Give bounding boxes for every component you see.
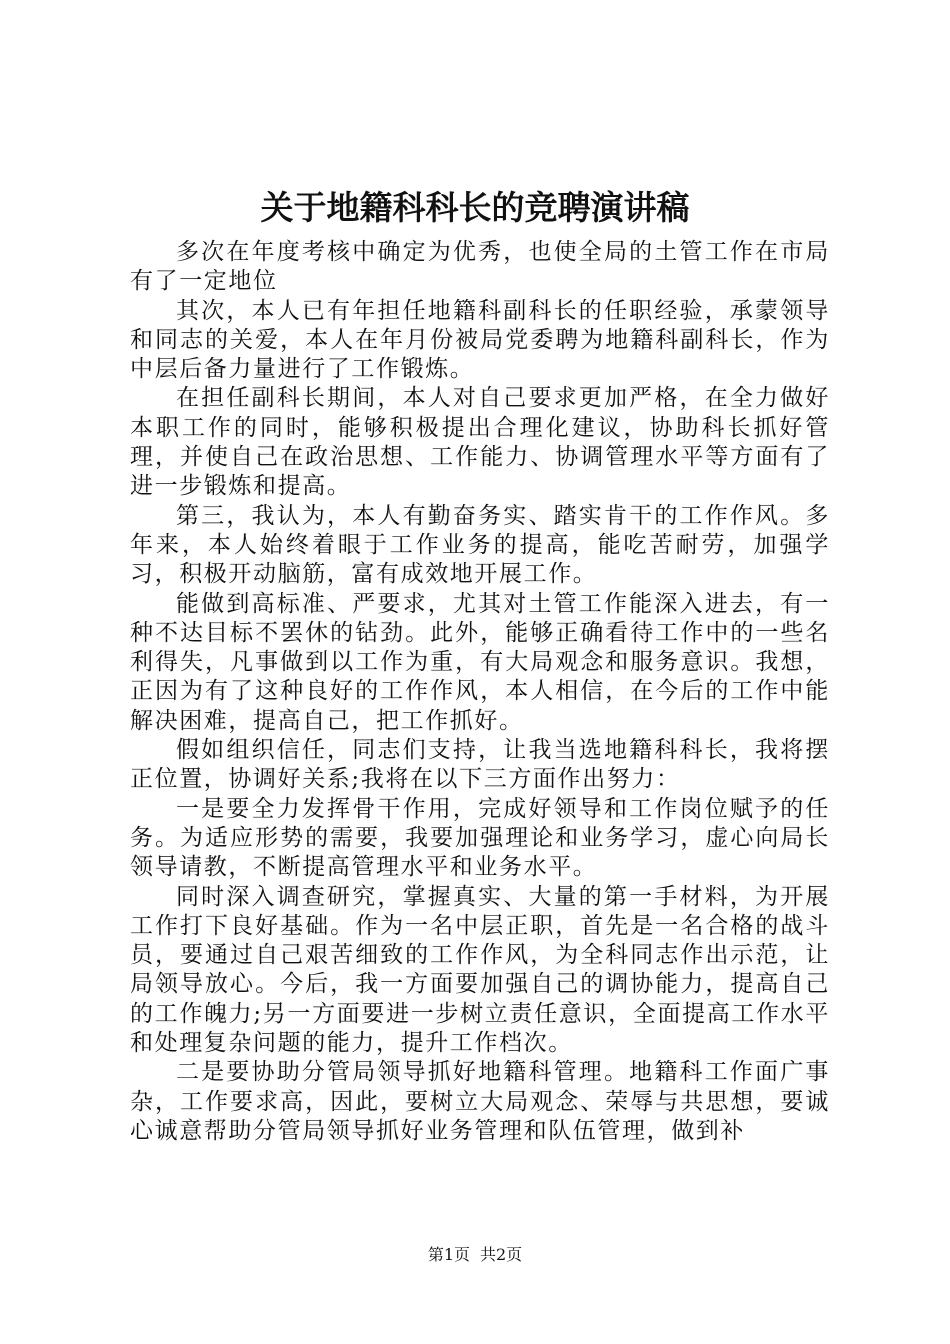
paragraph-2: 其次，本人已有年担任地籍科副科长的任职经验，承蒙领导和同志的关爱，本人在年月份被局党委聘为地籍科副科长，作为中层后备力量进行了工作锻炼。 bbox=[130, 297, 830, 383]
paragraph-6: 假如组织信任，同志们支持，让我当选地籍科科长，我将摆正位置，协调好关系;我将在以下三方面作出努力： bbox=[130, 737, 830, 793]
paragraph-3: 在担任副科长期间，本人对自己要求更加严格，在全力做好本职工作的同时，能够积极提出合理化建议，协助科长抓好管理，并使自己在政治思想、工作能力、协调管理水平等方面有了进一步锻炼和提高。 bbox=[130, 385, 830, 500]
page-number: 第1页 bbox=[427, 1245, 470, 1264]
paragraph-9: 二是要协助分管局领导抓好地籍科管理。地籍科工作面广事杂，工作要求高，因此，要树立大局观念、荣辱与共思想，要诚心诚意帮助分管局领导抓好业务管理和队伍管理，做到补 bbox=[130, 1059, 830, 1144]
page-footer bbox=[0, 1245, 950, 1265]
paragraph-1: 多次在年度考核中确定为优秀，也使全局的土管工作在市局有了一定地位 bbox=[130, 239, 830, 295]
document-title: 关于地籍科科长的竞聘演讲稿 bbox=[260, 188, 690, 227]
paragraph-7: 一是要全力发挥骨干作用，完成好领导和工作岗位赋予的任务。为适应形势的需要，我要加强理论和业务学习，虚心向局长领导请教，不断提高管理水平和业务水平。 bbox=[130, 795, 830, 881]
page-total: 共2页 bbox=[480, 1245, 523, 1264]
document-body bbox=[130, 238, 830, 1146]
paragraph-4: 第三，我认为，本人有勤奋务实、踏实肯干的工作作风。多年来，本人始终着眼于工作业务的提高，能吃苦耐劳，加强学习，积极开动脑筋，富有成效地开展工作。 bbox=[130, 502, 830, 588]
paragraph-5: 能做到高标准、严要求，尤其对土管工作能深入进去，有一种不达目标不罢休的钻劲。此外，能够正确看待工作中的一些名利得失，凡事做到以工作为重，有大局观念和服务意识。我想，正因为有了这种良好的工作作风，本人相信，在今后的工作中能解决困难，提高自己，把工作抓好。 bbox=[130, 590, 830, 734]
paragraph-8: 同时深入调查研究，掌握真实、大量的第一手材料，为开展工作打下良好基础。作为一名中层正职，首先是一名合格的战斗员，要通过自己艰苦细致的工作作风，为全科同志作出示范，让局领导放心。今后，我一方面要加强自己的调协能力，提高自己的工作魄力;另一方面要进一步树立责任意识，全面提高工作水平和处理复杂问题的能力，提升工作档次。 bbox=[130, 883, 830, 1057]
